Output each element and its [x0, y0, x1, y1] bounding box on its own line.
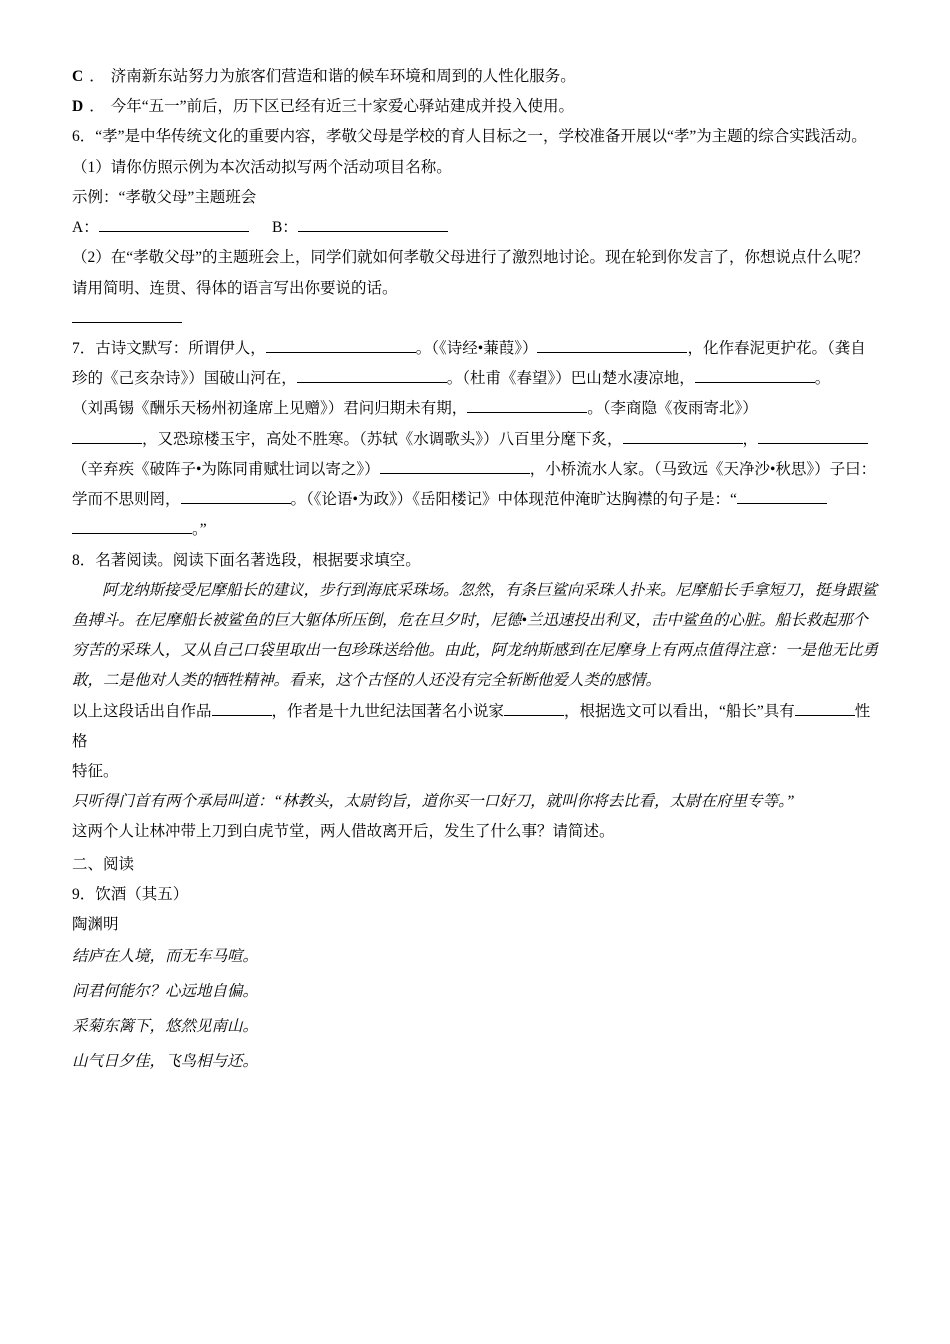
q7-blank-11[interactable] [737, 503, 827, 504]
question-9-number: 9． [72, 885, 96, 903]
answer-b-label: B： [271, 219, 298, 237]
question-7-lead: 古诗文默写：所谓伊人， [95, 339, 266, 357]
q7-blank-7[interactable] [623, 443, 743, 444]
question-7-number: 7． [72, 339, 96, 357]
question-6-answer-slots [72, 213, 878, 243]
question-6-answer-blank[interactable] [72, 322, 182, 323]
question-8-fill-line [72, 697, 878, 757]
question-8-passage: 阿龙纳斯接受尼摩船长的建议，步行到海底采珠场。忽然，有条巨鲨向采珠人扑来。尼摩船长手拿短刀，挺身跟鲨鱼搏斗。在尼摩船长被鲨鱼的巨大躯体所压倒，危在旦夕时，尼德•兰迅速投出利叉，击中鲨鱼的心脏。船长救起那个穷苦的采珠人，又从自己口袋里取出一包珍珠送给他。由此，阿龙纳斯感到在尼摩身上有两点值得注意：一是他无比勇敢，二是他对人类的牺牲精神。看来，这个古怪的人还没有完全斩断他爱人类的感情。 [72, 581, 879, 690]
question-7-line6 [72, 485, 878, 515]
question-6-number: 6． [72, 128, 96, 146]
q8-blank-1[interactable] [212, 715, 272, 716]
question-9 [72, 880, 878, 910]
q7-blank-12[interactable] [72, 533, 132, 534]
option-d [72, 92, 878, 122]
question-8-fill-e: 特征。 [72, 763, 119, 781]
poem-line-3: 采菊东篱下，悠然见南山。 [72, 1018, 259, 1036]
question-7-line5 [72, 455, 878, 485]
option-d-tag: D [72, 98, 84, 116]
option-c [72, 62, 878, 92]
question-6-example [72, 183, 878, 213]
question-9-title: 饮酒（其五） [95, 885, 189, 903]
document-body [72, 62, 878, 1080]
question-6-sub1 [72, 153, 878, 183]
option-c-sep: ． [89, 68, 105, 85]
q7-blank-10[interactable] [181, 503, 291, 504]
question-7-seg1: 。（《诗经•蒹葭》） [415, 339, 538, 357]
question-7-line3-b: 。（李商隐《夜雨寄北》） [587, 400, 758, 418]
answer-a-label: A： [72, 219, 99, 237]
question-8-fill-b: ，作者是十九世纪法国著名小说家 [271, 702, 505, 720]
question-7-line7-text: 。” [192, 521, 207, 539]
question-7-line3 [72, 394, 878, 424]
question-6-sub2-line1 [72, 243, 878, 273]
option-c-text: 济南新东站努力为旅客们营造和谐的候车环境和周到的人性化服务。 [110, 68, 576, 85]
option-d-sep: ． [89, 98, 105, 116]
question-8-quote: 只听得门首有两个承局叫道：“林教头，太尉钧旨，道你买一口好刀，就叫你将去比看，太尉在府里专等。” [72, 793, 795, 811]
question-8-fill-d: 性格 [72, 702, 871, 750]
question-7-line7 [72, 515, 878, 545]
question-6-sub1-text: （1）请你仿照示例为本次活动拟写两个活动项目名称。 [72, 158, 452, 176]
question-7-line6-b: 。（《论语•为政》）《岳阳楼记》中体现范仲淹旷达胸襟的句子是：“ [290, 491, 737, 509]
question-7-line2-a: 珍的《己亥杂诗》）国破山河在， [72, 370, 297, 388]
answer-b-blank[interactable] [298, 231, 448, 232]
q7-blank-6[interactable] [72, 443, 142, 444]
poem-line-2: 问君何能尔？心远地自偏。 [72, 983, 259, 1001]
question-6 [72, 122, 878, 152]
q7-blank-8[interactable] [758, 443, 868, 444]
q8-blank-2[interactable] [504, 715, 564, 716]
section-2-title: 二、阅读 [72, 855, 135, 873]
question-6-free-answer-line[interactable] [72, 304, 878, 334]
question-7-line1 [72, 334, 878, 364]
question-8 [72, 546, 878, 576]
question-6-stem: “孝”是中华传统文化的重要内容，孝敬父母是学校的育人目标之一，学校准备开展以“孝”为主题的综合实践活动。 [95, 128, 867, 146]
question-7-line4 [72, 425, 878, 455]
question-6-sub2-text2: 请用简明、连贯、得体的语言写出你要说的话。 [72, 279, 398, 297]
question-8-fill-a: 以上这段话出自作品 [72, 702, 212, 720]
poem-line-1: 结庐在人境，而无车马喧。 [72, 948, 259, 966]
poem-line-4: 山气日夕佳，飞鸟相与还。 [72, 1052, 259, 1070]
question-8-ask: 这两个人让林冲带上刀到白虎节堂，两人借故离开后，发生了什么事？请简述。 [72, 823, 615, 841]
question-8-fill-c: ，根据选文可以看出，“船长”具有 [564, 702, 795, 720]
question-7-line4-b: ， [742, 430, 759, 448]
question-7-line5-b: ，小桥流水人家。（马致远《天净沙•秋思》）子曰： [529, 460, 877, 478]
question-7-line2-b: 。（杜甫《春望》）巴山楚水凄凉地， [446, 370, 695, 388]
q8-blank-3[interactable] [795, 715, 855, 716]
q7-blank-13[interactable] [132, 533, 192, 534]
question-7-line2 [72, 364, 878, 394]
q7-blank-3[interactable] [297, 382, 447, 383]
question-7-line5-a: （辛弃疾《破阵子•为陈同甫赋壮词以寄之》） [72, 460, 380, 478]
option-c-tag: C [72, 68, 84, 85]
question-7-seg2: ，化作春泥更护花。（龚自 [687, 339, 866, 357]
question-6-sub2-text1: （2）在“孝敬父母”的主题班会上，同学们就如何孝敬父母进行了激烈地讨论。现在轮到你发言了，你想说点什么呢？ [72, 249, 869, 267]
question-8-fill-line2 [72, 757, 878, 787]
q7-blank-9[interactable] [380, 473, 530, 474]
question-8-number: 8． [72, 551, 96, 569]
question-8-stem: 名著阅读。阅读下面名著选段，根据要求填空。 [95, 551, 421, 569]
question-7-line6-a: 学而不思则罔， [72, 491, 181, 509]
option-d-text: 今年“五一”前后，历下区已经有近三十家爱心驿站建成并投入使用。 [110, 98, 574, 116]
q7-blank-4[interactable] [695, 382, 815, 383]
question-7-line4-a: ，又恐琼楼玉宇，高处不胜寒。（苏轼《水调歌头》）八百里分麾下炙， [142, 430, 623, 448]
q7-blank-2[interactable] [537, 352, 687, 353]
q7-blank-1[interactable] [266, 352, 416, 353]
question-9-author: 陶渊明 [72, 916, 119, 934]
question-7-line3-a: （刘禹锡《酬乐天杨州初逢席上见赠》）君问归期未有期， [72, 400, 468, 418]
answer-a-blank[interactable] [99, 231, 249, 232]
question-6-sub2-line2 [72, 274, 878, 304]
question-6-example-text: 示例：“孝敬父母”主题班会 [72, 188, 257, 206]
q7-blank-5[interactable] [467, 412, 587, 413]
question-7-line2-c: 。 [814, 370, 831, 388]
